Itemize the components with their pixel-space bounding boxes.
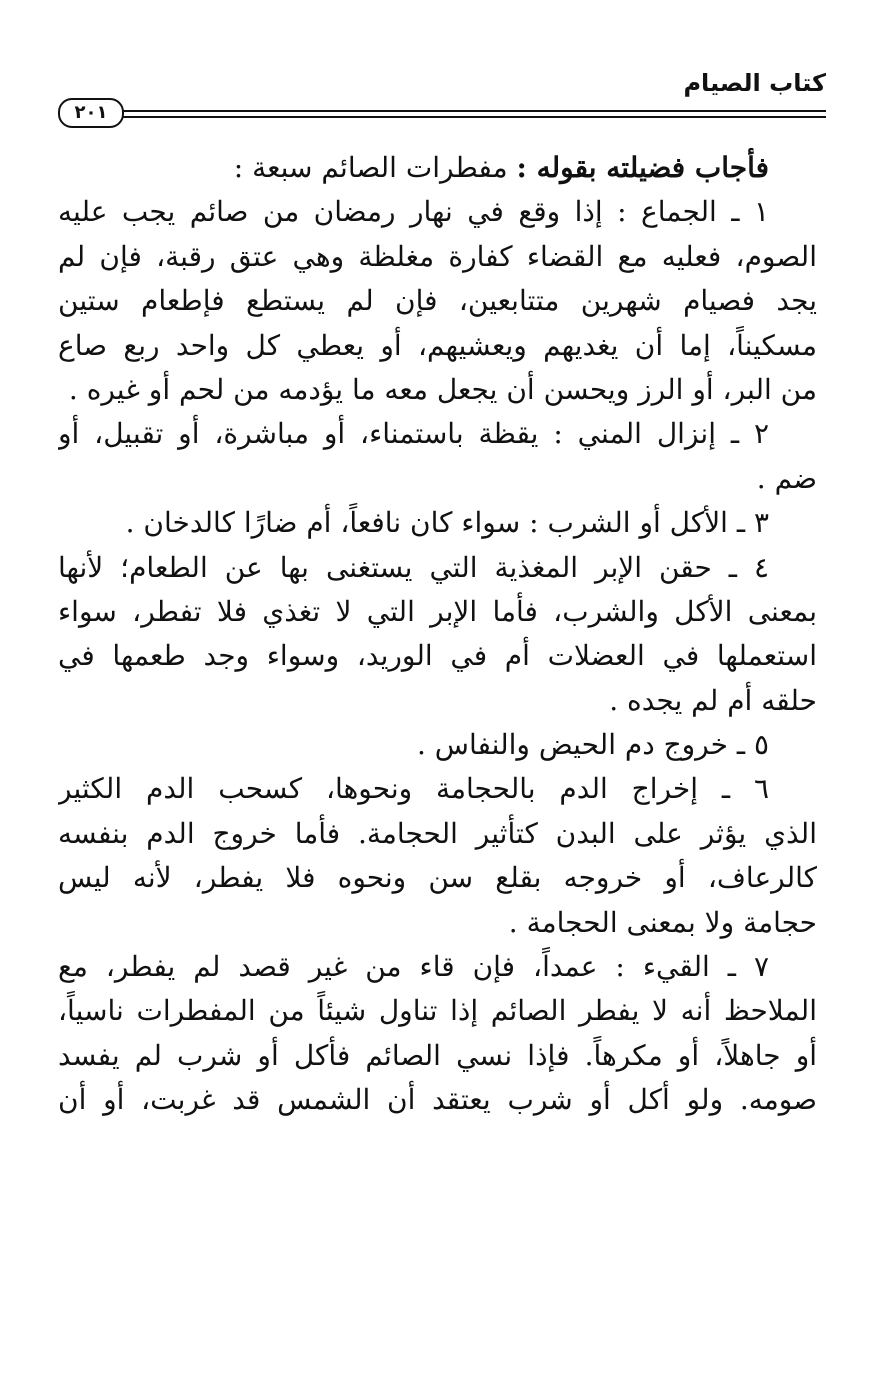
answer-lead: فأجاب فضيلته بقوله : (516, 151, 769, 184)
text-line-15: ٦ ـ إخراج الدم بالحجامة ونحوها، كسحب الدم الكثير (58, 772, 769, 806)
text-line-1 (58, 146, 817, 190)
header-rule-top (120, 110, 826, 112)
heading-text: مفطرات الصائم سبعة : (233, 151, 508, 184)
book-title: كتاب الصيام (683, 69, 826, 97)
text-line-3: الصوم، فعليه مع القضاء كفارة مغلظة وهي عتق رقبة، فإن لم (58, 239, 817, 273)
header-rule-bottom (120, 116, 826, 118)
text-line-11: بمعنى الأكل والشرب، فأما الإبر التي لا تغذي فلا تفطر، سواء (58, 594, 817, 628)
text-line-2: ١ ـ الجماع : إذا وقع في نهار رمضان من صائم يجب عليه (58, 195, 769, 229)
text-line-13: حلقه أم لم يجده . (609, 683, 817, 717)
text-line-4: يجد فصيام شهرين متتابعين، فإن لم يستطع فإطعام ستين (58, 284, 817, 318)
text-line-16: الذي يؤثر على البدن كتأثير الحجامة. فأما خروج الدم بنفسه (58, 816, 817, 850)
text-line-20: الملاحظ أنه لا يفطر الصائم إذا تناول شيئاً من المفطرات ناسياً، (58, 994, 817, 1028)
page-number-badge: ٢٠١ (58, 98, 124, 128)
text-line-19: ٧ ـ القيء : عمداً، فإن قاء من غير قصد لم يفطر، مع (58, 950, 769, 984)
text-line-8: ضم . (756, 461, 817, 495)
text-line-10: ٤ ـ حقن الإبر المغذية التي يستغنى بها عن الطعام؛ لأنها (58, 550, 769, 584)
text-line-5: مسكيناً، إما أن يغديهم ويعشيهم، أو يعطي كل واحد ربع صاع (58, 328, 817, 362)
text-line-21: أو جاهلاً، أو مكرهاً. فإذا نسي الصائم فأكل أو شرب لم يفسد (58, 1038, 817, 1072)
text-line-14: ٥ ـ خروج دم الحيض والنفاس . (416, 728, 769, 762)
text-line-17: كالرعاف، أو خروجه بقلع سن ونحوه فلا يفطر، لأنه ليس (58, 861, 817, 895)
page-header (58, 66, 826, 134)
text-line-9: ٣ ـ الأكل أو الشرب : سواء كان نافعاً، أم ضارًا كالدخان . (125, 506, 769, 540)
text-line-6: من البر، أو الرز ويحسن أن يجعل معه ما يؤدمه من لحم أو غيره . (68, 372, 817, 406)
text-line-12: استعملها في العضلات أم في الوريد، وسواء وجد طعمها في (58, 639, 817, 673)
text-line-22: صومه. ولو أكل أو شرب يعتقد أن الشمس قد غربت، أو أن (58, 1083, 817, 1117)
body-text (58, 146, 817, 1123)
text-line-18: حجامة ولا بمعنى الحجامة . (508, 905, 817, 939)
text-line-7: ٢ ـ إنزال المني : يقظة باستمناء، أو مباشرة، أو تقبيل، أو (58, 417, 769, 451)
